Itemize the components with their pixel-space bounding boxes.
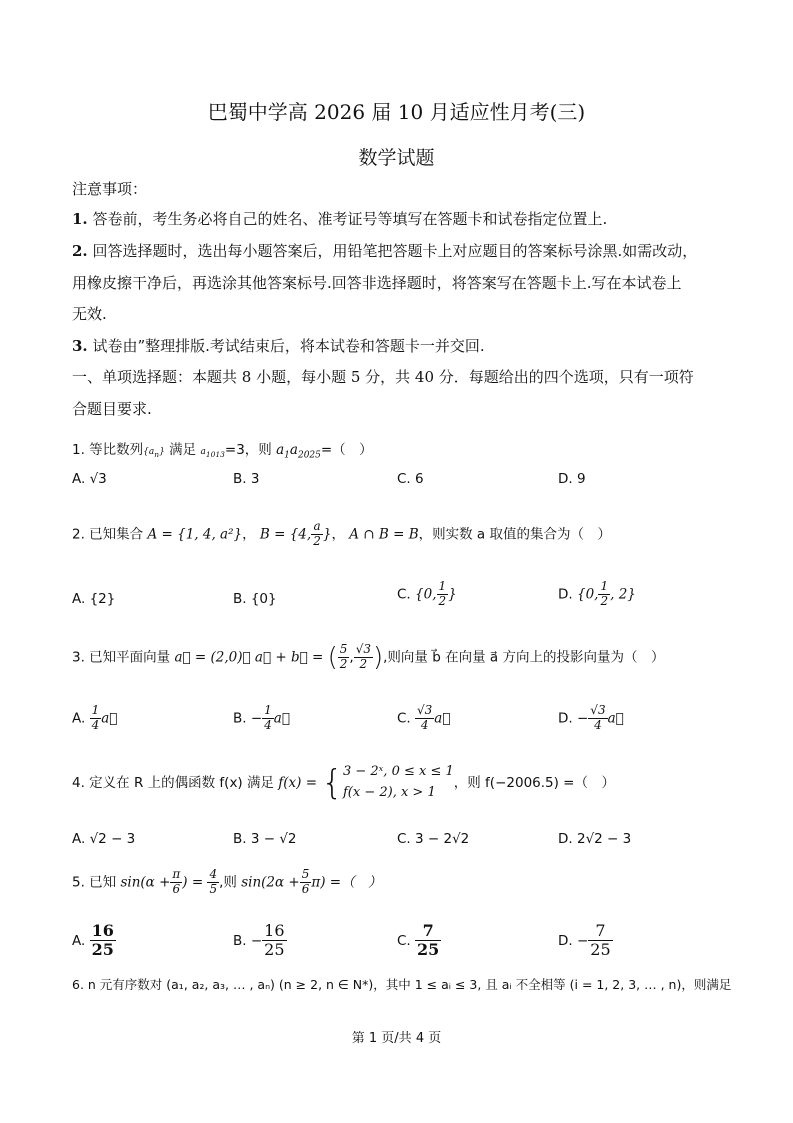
q1-tail: =（ ） — [320, 442, 373, 458]
q2-option-a: A. {2} — [72, 591, 116, 607]
q4-option-c: C. 3 − 2√2 — [397, 831, 470, 847]
q1-given-value: =3，则 — [224, 442, 272, 458]
note-number: 3. — [72, 337, 88, 355]
q2-relation: A ∩ B = B — [349, 526, 419, 543]
q1-option-b: B. 3 — [233, 471, 260, 487]
q1-satisfy: 满足 — [169, 442, 197, 458]
note-1 — [72, 208, 607, 229]
question-2: 2. 已知集合 A = {1, 4, a²}， B = {4, $\frac{a}{2}$ }， A ∩ B = B，则实数 a 取值的集合为（ ） — [72, 519, 611, 548]
q1-option-a: A. √3 — [72, 471, 107, 487]
q1-stem: 1. 等比数列 — [72, 442, 144, 458]
q3-option-b: B. − $\frac{1}{4}$ a⃗ — [233, 703, 290, 732]
q3-vector-sum: a⃗ + b⃗ = — [254, 649, 324, 666]
q4-tail: ，则 f(−2006.5) =（ ） — [453, 774, 615, 791]
note-text: 回答选择题时，选出每小题答案后，用铅笔把答题卡上对应题目的答案标号涂黑.如需改动， — [92, 242, 698, 260]
q5-option-a: A. $\frac{16}{25}$ — [72, 921, 114, 960]
note-2-cont: 用橡皮擦干净后，再选涂其他答案标号.回答非选择题时，将答案写在答题卡上.写在本试卷上 — [72, 274, 682, 292]
q1-seq: $\{a_n\}$ — [143, 447, 165, 459]
q1-ask: $a_1a_{2025}$ — [276, 442, 321, 461]
notes-heading: 注意事项： — [72, 180, 148, 198]
question-3: 3. 已知平面向量 a⃗ = (2,0)， a⃗ + b⃗ = ( $\frac{5}{2}$ , $\frac{√3}{2}$ ),则向量 b⃗ 在向量 a⃗ 方向上的投影向量为（ ） — [72, 642, 665, 673]
page-title: 巴蜀中学高 2026 届 10 月适应性月考(三) — [207, 100, 586, 124]
q2-set-b: B = {4, — [259, 526, 312, 543]
note-2-end: 无效. — [72, 305, 107, 323]
note-text: 试卷由”整理排版.考试结束后，将本试卷和答题卡一并交回. — [92, 337, 485, 355]
q1-option-c: C. 6 — [397, 471, 424, 487]
q5-option-c: C. $\frac{7}{25}$ — [397, 921, 440, 960]
q5-stem: 5. 已知 — [72, 874, 117, 891]
q2-tail: ，则实数 a 取值的集合为（ ） — [418, 526, 611, 543]
note-number: 2. — [72, 242, 88, 260]
page-subtitle: 数学试题 — [358, 147, 435, 169]
q2-option-c: C. {0, $\frac{1}{2}$ } — [397, 579, 457, 608]
q4-cases: 3 − 2ˣ, 0 ≤ x ≤ 1 f(x − 2), x > 1 — [342, 764, 454, 800]
q2-set-a: A = {1, 4, a²} — [147, 526, 243, 543]
question-5: 5. 已知 sin(α + $\frac{\pi}{6}$ ) = $\frac{4}{5}$ ,则 sin(2α + $\frac{5}{6}$ π) =（ ） — [72, 867, 382, 896]
note-3 — [72, 335, 485, 356]
q3-option-d: D. − $\frac{√3}{4}$ a⃗ — [558, 703, 624, 732]
q2-frac: $\frac{a}{2}$ — [313, 519, 321, 548]
q4-option-b: B. 3 − √2 — [233, 831, 297, 847]
note-number: 1. — [72, 210, 88, 228]
q2-option-b: B. {0} — [233, 591, 277, 607]
q2-stem: 2. 已知集合 — [72, 526, 144, 543]
q4-option-a: A. √2 − 3 — [72, 831, 136, 847]
q3-option-c: C. $\frac{√3}{4}$ a⃗ — [397, 703, 451, 732]
note-2 — [72, 240, 697, 261]
q1-given: $a_{1013}$ — [200, 447, 225, 459]
q3-option-a: A. $\frac{1}{4}$ a⃗ — [72, 703, 118, 732]
q1-option-d: D. 9 — [558, 471, 586, 487]
note-text: 答卷前，考生务必将自己的姓名、准考证号等填写在答题卡和试卷指定位置上. — [92, 210, 608, 228]
q3-stem: 3. 已知平面向量 — [72, 649, 171, 666]
page-footer: 第 1 页/共 4 页 — [351, 1031, 442, 1046]
question-4: 4. 定义在 R 上的偶函数 f(x) 满足 f(x) = { 3 − 2ˣ, 0 ≤ x ≤ 1 f(x − 2), x > 1 ，则 f(−2006.5) =（ ） — [72, 762, 615, 803]
question-1 — [72, 438, 373, 461]
question-6: 6. n 元有序数对 (a₁, a₂, a₃, … , aₙ) (n ≥ 2, n ∈ N*)，其中 1 ≤ aᵢ ≤ 3, 且 aᵢ 不全相等 (i = 1, 2, 3, … , n)，则满足 — [72, 977, 732, 992]
q3-vector-a: a⃗ = (2,0)， — [174, 649, 251, 666]
q4-option-d: D. 2√2 − 3 — [558, 831, 632, 847]
section-heading-cont: 合题目要求. — [72, 400, 152, 418]
q4-function: f(x) = — [278, 774, 318, 791]
q5-option-b: B. − $\frac{16}{25}$ — [233, 921, 285, 960]
q2-option-d: D. {0, $\frac{1}{2}$ , 2} — [558, 579, 636, 608]
q4-stem: 4. 定义在 R 上的偶函数 f(x) 满足 — [72, 774, 274, 791]
section-heading: 一、单项选择题：本题共 8 小题，每小题 5 分，共 40 分．每题给出的四个选项，只有一项符 — [72, 368, 694, 386]
q3-tail: ,则向量 b⃗ 在向量 a⃗ 方向上的投影向量为（ ） — [383, 649, 665, 666]
q5-option-d: D. − $\frac{7}{25}$ — [558, 921, 611, 960]
